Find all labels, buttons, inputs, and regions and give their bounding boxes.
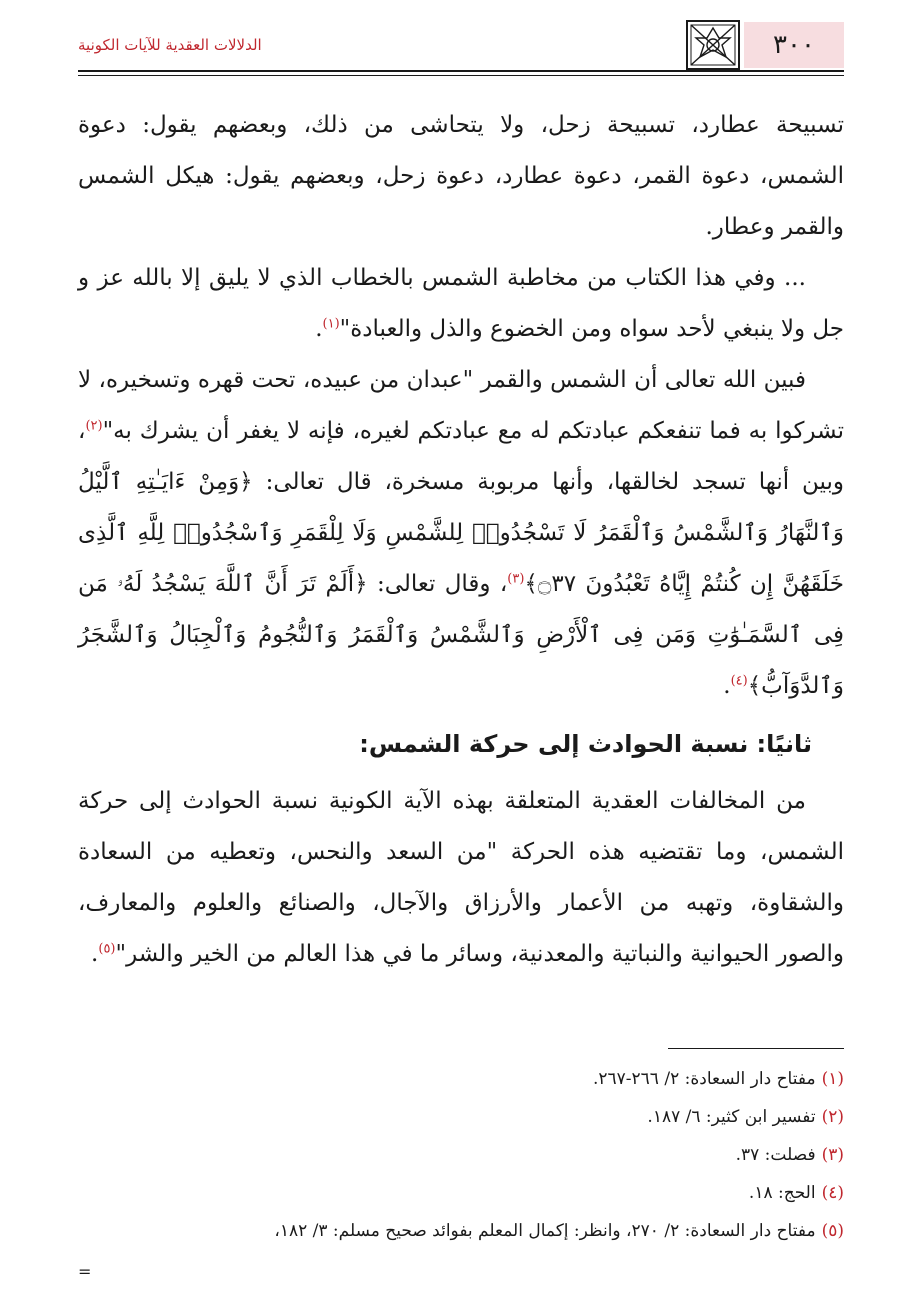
footnote-item [78,1060,844,1098]
footnote-item [78,1136,844,1174]
paragraph-4 [78,776,844,980]
page-header [0,0,921,90]
footnote-text: فصلت: ٣٧. [735,1145,816,1165]
paragraph-2-text: ... وفي هذا الكتاب من مخاطبة الشمس بالخطاب الذي لا يليق إلا بالله عز و جل ولا ينبغي لأحد سواه ومن الخضوع والذل والعبادة" [78,265,844,342]
footnote-ref-2[interactable]: (٢) [85,418,103,434]
paragraph-3-end: . [723,673,731,699]
footnote-ref-3[interactable]: (٣) [507,571,525,587]
footnote-ref-1[interactable]: (١) [322,316,340,332]
footnote-item [78,1098,844,1136]
running-title: الدلالات العقدية للآيات الكونية [78,36,262,54]
footnote-item [78,1174,844,1212]
header-rule-thin [78,75,844,76]
page-number-box [744,22,844,68]
ornament-icon [686,20,740,70]
header-rule [78,70,844,72]
section-heading: ثانيًا: نسبة الحوادث إلى حركة الشمس: [359,730,812,758]
footnote-number: (٤) [821,1183,844,1203]
footnotes [78,1060,844,1250]
footnote-ref-5[interactable]: (٥) [98,941,116,957]
footnote-number: (٣) [821,1145,844,1165]
quran-verse-2: ﴿أَلَمْ تَرَ أَنَّ ٱللَّهَ يَسْجُدُ لَهُۥ مَن فِى ٱلسَّمَـٰوَٰتِ وَمَن فِى ٱلْأَرْضِ وَٱلشَّمْسُ وَٱلْقَمَرُ وَٱلنُّجُومُ وَٱلْجِبَالُ وَٱلشَّجَرُ وَٱلدَّوَآبُّ﴾ [78,571,844,699]
page-number: ٣٠٠ [773,30,815,60]
quran-verse-1: ﴿وَمِنْ ءَايَـٰتِهِ ٱلَّيْلُ وَٱلنَّهَارُ وَٱلشَّمْسُ وَٱلْقَمَرُ لَا تَسْجُدُوا۟ لِلشَّمْسِ وَلَا لِلْقَمَرِ وَٱسْجُدُوا۟ لِلَّهِ ٱلَّذِى خَلَقَهُنَّ إِن كُنتُمْ إِيَّاهُ تَعْبُدُونَ ۝٣٧﴾ [78,469,845,597]
paragraph-3-text: فبين الله تعالى أن الشمس والقمر "عبدان من عبيده، تحت قهره وتسخيره، لا تشركوا به فما تنفعكم عبادتكم له مع عبادتكم لغيره، فإنه لا يغفر أن يشرك به" [78,367,844,444]
footnote-text: مفتاح دار السعادة: ٢/ ٢٧٠، وانظر: إكمال المعلم بفوائد صحيح مسلم: ٣/ ١٨٢، [274,1221,816,1241]
paragraph-4-end: . [91,941,99,967]
paragraph-4-text: من المخالفات العقدية المتعلقة بهذه الآية الكونية نسبة الحوادث إلى حركة الشمس، وما تقتضيه هذه الحركة "من السعد والنحس، وتعطيه من السعادة والشقاوة، وتهبه من الأعمار والأرزاق والآجال، والصنائع والعلوم والمعارف، والصور الحيوانية والنباتية والمعدنية، وسائر ما في هذا العالم من الخير والشر" [78,788,844,967]
footnote-number: (٥) [821,1221,844,1241]
main-text [78,100,844,980]
footnote-text: الحج: ١٨. [748,1183,816,1203]
footnote-text: مفتاح دار السعادة: ٢/ ٢٦٦-٢٦٧. [592,1069,816,1089]
paragraph-2 [78,253,844,355]
paragraph-1: تسبيحة عطارد، تسبيحة زحل، ولا يتحاشى من ذلك، وبعضهم يقول: دعوة الشمس، دعوة القمر، دعوة عطارد، دعوة زحل، وبعضهم يقول: هيكل الشمس والقمر وعطار. [78,112,844,240]
continuation-mark: = [78,1262,92,1281]
paragraph-3-mid: ، وبين أنها تسجد لخالقها، وأنها مربوبة مسخرة، قال تعالى: [78,418,845,495]
footnote-text: تفسير ابن كثير: ٦/ ١٨٧. [647,1107,816,1127]
paragraph-3 [78,355,844,712]
footnote-item [78,1212,844,1250]
footnote-number: (١) [821,1069,844,1089]
footnote-separator [668,1048,844,1049]
paragraph-2-end: . [315,316,323,342]
footnote-number: (٢) [821,1107,844,1127]
paragraph-3-between: ، وقال تعالى: [367,571,508,597]
footnote-ref-4[interactable]: (٤) [730,673,748,689]
